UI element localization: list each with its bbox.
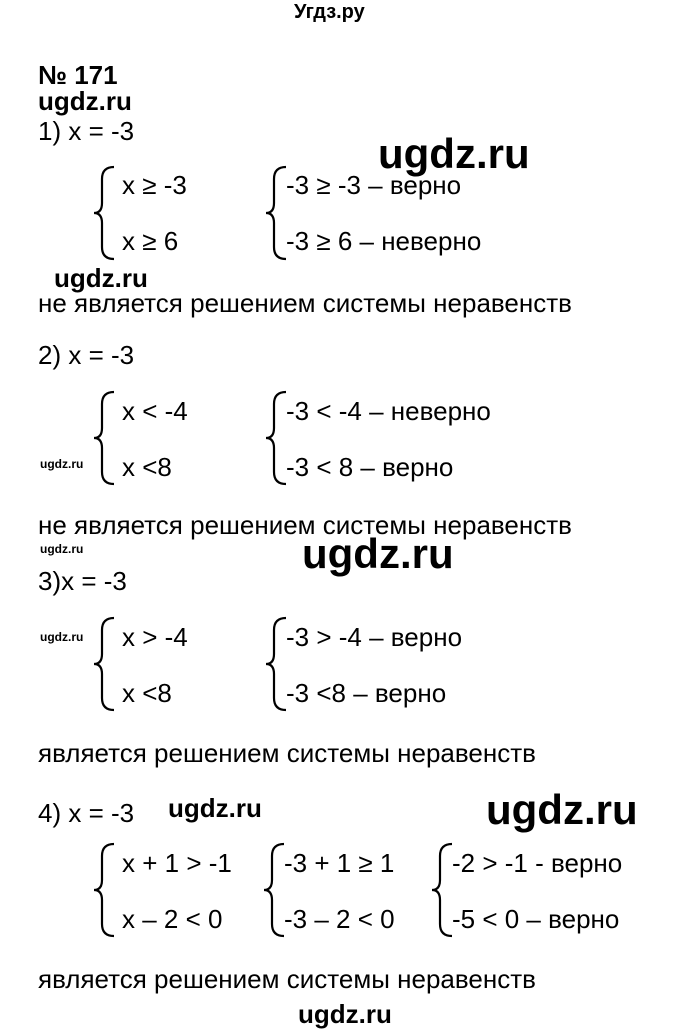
watermark: ugdz.ru (302, 530, 454, 577)
check-line: -3 > -4 – верно (286, 622, 463, 652)
part-label: 2) x = -3 (38, 340, 135, 370)
watermark: ugdz.ru (298, 999, 392, 1029)
part-label: 1) x = -3 (38, 116, 135, 146)
conclusion: является решением системы неравенств (38, 964, 536, 994)
conclusion: не является решением системы неравенств (38, 510, 572, 540)
inequality: x > -4 (122, 622, 188, 652)
conclusion: является решением системы неравенств (38, 738, 536, 768)
check-line: -3 + 1 ≥ 1 (284, 848, 395, 878)
watermark: ugdz.ru (40, 457, 84, 471)
check-line: -3 ≥ -3 – верно (286, 170, 462, 200)
problem-number: № 171 (38, 60, 118, 90)
part-label: 4) x = -3 (38, 798, 135, 828)
check-line: -3 – 2 < 0 (284, 904, 395, 934)
check-line: -3 < 8 – верно (286, 452, 454, 482)
system-brace (92, 616, 118, 712)
inequality: x < -4 (122, 396, 188, 426)
conclusion: не является решением системы неравенств (38, 288, 572, 318)
inequality: x <8 (122, 452, 172, 482)
watermark: ugdz.ru (378, 130, 530, 177)
result-line: -5 < 0 – верно (452, 904, 620, 934)
watermark: ugdz.ru (38, 86, 132, 116)
check-line: -3 < -4 – неверно (286, 396, 491, 426)
inequality: x <8 (122, 678, 172, 708)
watermark: ugdz.ru (168, 793, 262, 823)
part-label: 3)x = -3 (38, 566, 127, 596)
watermark: ugdz.ru (54, 263, 148, 293)
inequality: x + 1 > -1 (122, 848, 232, 878)
inequality: x ≥ -3 (122, 170, 187, 200)
inequality: x – 2 < 0 (122, 904, 223, 934)
site-title: Угдз.ру (294, 1, 365, 23)
system-brace (92, 390, 118, 486)
system-brace (92, 842, 118, 938)
check-line: -3 <8 – верно (286, 678, 447, 708)
watermark: ugdz.ru (40, 542, 84, 556)
watermark: ugdz.ru (486, 786, 638, 833)
result-line: -2 > -1 - верно (452, 848, 623, 878)
system-brace (92, 165, 118, 261)
check-line: -3 ≥ 6 – неверно (286, 226, 482, 256)
inequality: x ≥ 6 (122, 226, 179, 256)
watermark: ugdz.ru (40, 630, 84, 644)
